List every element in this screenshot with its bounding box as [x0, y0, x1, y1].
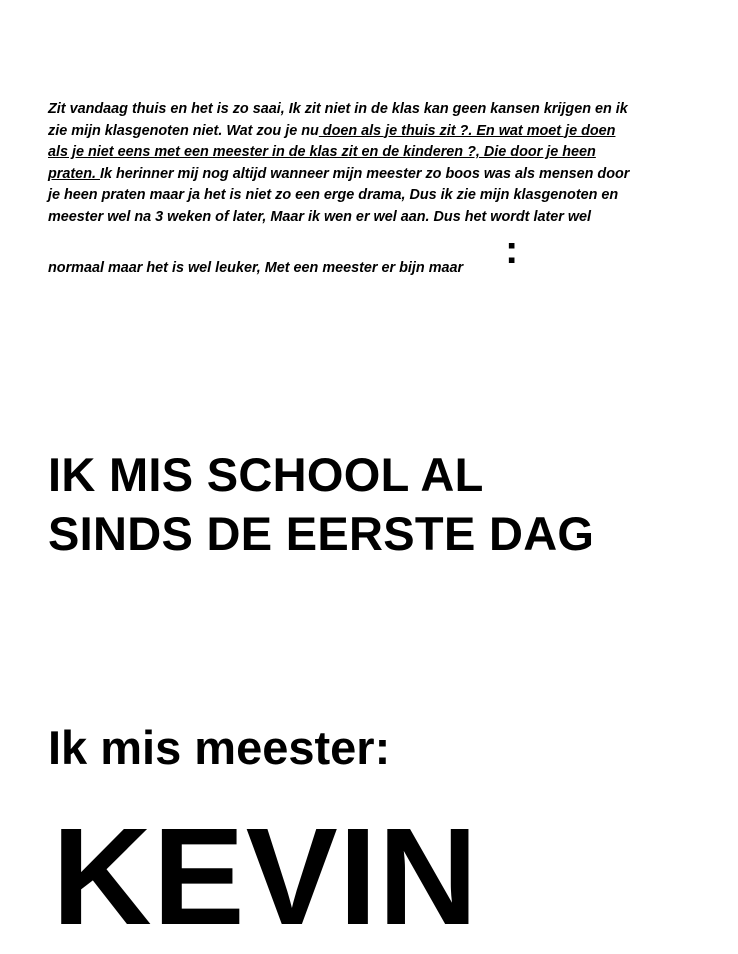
- paragraph-line-4: [48, 164, 708, 186]
- main-heading-line-1: IK MIS SCHOOL AL: [48, 448, 484, 501]
- paragraph-line-2-underlined: doen als je thuis zit ?. En wat moet je doen: [318, 122, 616, 139]
- paragraph-line-6: meester wel na 3 weken of later, Maar ik wen er wel aan. Dus het wordt later wel: [48, 208, 592, 225]
- paragraph-line-4-text: Ik herinner mij nog altijd wanneer mijn meester zo boos was als mensen door: [99, 165, 630, 182]
- main-heading-line-2: SINDS DE EERSTE DAG: [48, 507, 595, 560]
- letter-paragraph: [48, 99, 708, 228]
- large-colon: :: [505, 228, 519, 272]
- sub-heading: Ik mis meester:: [48, 721, 391, 774]
- paragraph-line-3: als je niet eens met een meester in de klas zit en de kinderen ?, Die door je heen: [48, 144, 596, 160]
- teacher-name: KEVIN: [52, 800, 479, 954]
- main-heading: [48, 445, 594, 563]
- paragraph-line-5: je heen praten maar ja het is niet zo een erge drama, Dus ik zie mijn klasgenoten en: [48, 187, 619, 203]
- paragraph-line-7: normaal maar het is wel leuker, Met een meester er bijn maar: [48, 260, 464, 276]
- paragraph-line-4-underlined: praten.: [48, 165, 100, 182]
- paragraph-line-1: Zit vandaag thuis en het is zo saai, Ik zit niet in de klas kan geen kansen krijgen en ik: [48, 101, 628, 117]
- paragraph-line-2-text: zie mijn klasgenoten niet. Wat zou je nu: [48, 122, 319, 139]
- paragraph-line-2: [48, 121, 708, 143]
